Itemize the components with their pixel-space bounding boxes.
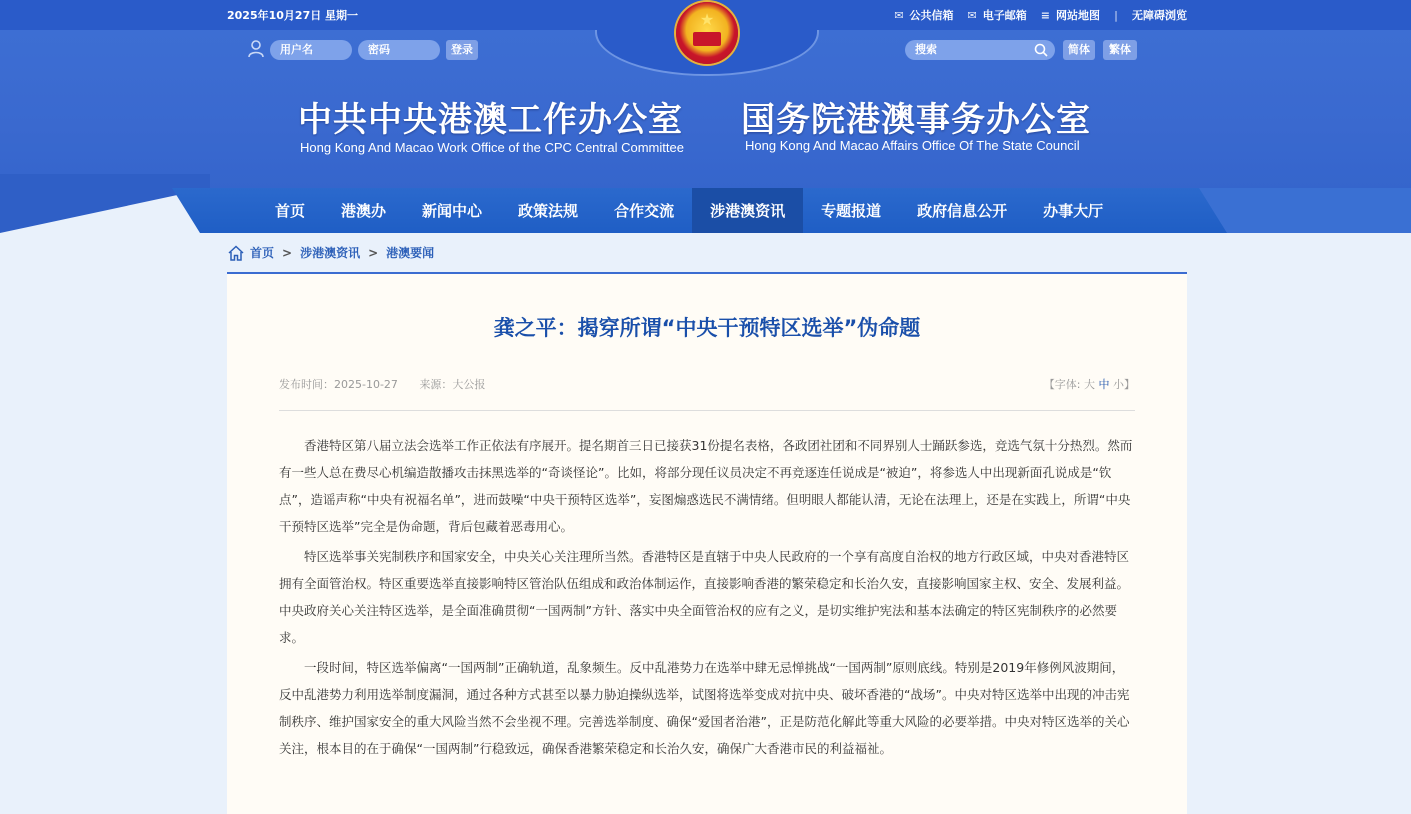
nav-hkmacao-info[interactable]: 涉港澳资讯 xyxy=(692,188,803,233)
breadcrumb-separator: > xyxy=(282,245,293,260)
simplified-chinese-button[interactable]: 简体 xyxy=(1063,40,1095,60)
traditional-chinese-button[interactable]: 繁体 xyxy=(1103,40,1137,60)
search-input[interactable] xyxy=(905,40,1055,60)
font-size-prefix: 【字体: xyxy=(1043,378,1084,391)
article-paragraph: 特区选举事关宪制秩序和国家安全，中央关心关注理所当然。香港特区是直辖于中央人民政府的一个享有高度自治权的地方行政区域，中央对香港特区拥有全面管治权。特区重要选举直接影响特区管治队伍组成和政治体制运作，直接影响香港的繁荣稳定和长治久安，直接影响国家主权、安全、发展利益。中央政府关心关注特区选举，是全面准确贯彻“一国两制”方针、落实中央全面管治权的应有之义，是切实维护宪法和基本法确定的特区宪制秩序的必然要求。 xyxy=(279,549,1130,645)
nav-decoration-left xyxy=(0,174,210,233)
font-size-suffix: 】 xyxy=(1124,378,1135,391)
site-subtitle-right: Hong Kong And Macao Affairs Office Of The State Council xyxy=(745,138,1080,153)
site-title-right: 国务院港澳事务办公室 xyxy=(741,100,1091,140)
nav-decoration-right xyxy=(1198,188,1411,233)
search-icon[interactable] xyxy=(1034,43,1048,57)
font-size-medium[interactable]: 中 xyxy=(1098,378,1110,391)
nav-gov-info[interactable]: 政府信息公开 xyxy=(917,202,1008,220)
font-size-large[interactable]: 大 xyxy=(1084,378,1095,391)
article-meta xyxy=(279,376,503,392)
email-label: 电子邮箱 xyxy=(982,9,1027,22)
home-icon[interactable] xyxy=(228,245,244,261)
divider: | xyxy=(1113,8,1118,22)
site-subtitle-left: Hong Kong And Macao Work Office of the CPC Central Committee xyxy=(300,140,684,155)
email-link[interactable] xyxy=(968,7,1027,23)
sitemap-link[interactable] xyxy=(1041,7,1100,23)
nav-hkmao-office[interactable]: 港澳办 xyxy=(341,202,387,220)
publish-time: 发布时间：2025-10-27 xyxy=(279,378,398,391)
breadcrumb-hkmacao-news[interactable]: 港澳要闻 xyxy=(386,246,435,260)
article-source: 来源：大公报 xyxy=(419,378,486,391)
article-body xyxy=(279,432,1135,765)
sitemap-icon: ≡ xyxy=(1040,8,1050,22)
accessibility-link[interactable]: 无障碍浏览 xyxy=(1132,9,1187,22)
login-button[interactable]: 登录 xyxy=(446,40,478,60)
article-title: 龚之平：揭穿所谓“中央干预特区选举”伪命题 xyxy=(493,316,921,340)
meta-divider xyxy=(279,410,1135,411)
national-emblem-icon: ★ xyxy=(676,2,738,64)
article-paragraph: 一段时间，特区选举偏离“一国两制”正确轨道，乱象频生。反中乱港势力在选举中肆无忌惮挑战“一国两制”原则底线。特别是2019年修例风波期间，反中乱港势力利用选举制度漏洞，通过各种方式甚至以暴力胁迫操纵选举，试图将选举变成对抗中央、破坏香港的“战场”。中央对特区选举中出现的冲击宪制秩序、维护国家安全的重大风险当然不会坐视不理。完善选举制度、确保“爱国者治港”，正是防范化解此等重大风险的必要举措。中央对特区选举的关心关注，根本目的在于确保“一国两制”行稳致远，确保香港繁荣稳定和长治久安，确保广大香港市民的利益福祉。 xyxy=(279,660,1130,756)
nav-home[interactable]: 首页 xyxy=(275,202,306,220)
nav-news-center[interactable]: 新闻中心 xyxy=(422,202,483,220)
public-mailbox-label: 公共信箱 xyxy=(909,9,954,22)
nav-cooperation[interactable]: 合作交流 xyxy=(614,202,675,220)
nav-special-reports[interactable]: 专题报道 xyxy=(821,202,882,220)
article-paragraph: 香港特区第八届立法会选举工作正依法有序展开。提名期首三日已接获31份提名表格，各政团社团和不同界别人士踊跃参选，竞选气氛十分热烈。然而有一些人总在费尽心机编造散播攻击抹黑选举的“奇谈怪论”。比如，将部分现任议员决定不再竞逐连任说成是“被迫”，将参选人中出现新面孔说成是“钦点”，造谣声称“中央有祝福名单”，进而鼓噪“中央干预特区选举”，妄图煽惑选民不满情绪。但明眼人都能认清，无论在法理上，还是在实践上，所谓“中央干预特区选举”完全是伪命题，背后包藏着恶毒用心。 xyxy=(279,438,1133,534)
nav-service-hall[interactable]: 办事大厅 xyxy=(1043,202,1104,220)
username-input[interactable]: 用户名 xyxy=(270,40,352,60)
top-links xyxy=(880,7,1187,23)
current-date: 2025年10月27日 星期一 xyxy=(227,9,359,22)
breadcrumb xyxy=(228,244,434,261)
breadcrumb-home[interactable]: 首页 xyxy=(250,246,275,260)
font-size-switcher xyxy=(1044,376,1135,392)
password-input[interactable]: 密码 xyxy=(358,40,440,60)
font-size-small[interactable]: 小 xyxy=(1113,378,1124,391)
nav-policies[interactable]: 政策法规 xyxy=(518,202,579,220)
article-card xyxy=(227,272,1187,814)
sitemap-label: 网站地图 xyxy=(1055,9,1100,22)
user-icon xyxy=(248,40,264,58)
mail-icon: ✉ xyxy=(894,8,904,22)
public-mailbox-link[interactable] xyxy=(894,7,953,23)
email-icon: ✉ xyxy=(967,8,977,22)
site-title-left: 中共中央港澳工作办公室 xyxy=(298,100,683,140)
breadcrumb-hkmacao-info[interactable]: 涉港澳资讯 xyxy=(300,246,361,260)
search-placeholder: 搜索 xyxy=(915,43,937,56)
breadcrumb-separator: > xyxy=(368,245,379,260)
main-nav xyxy=(257,188,1121,233)
